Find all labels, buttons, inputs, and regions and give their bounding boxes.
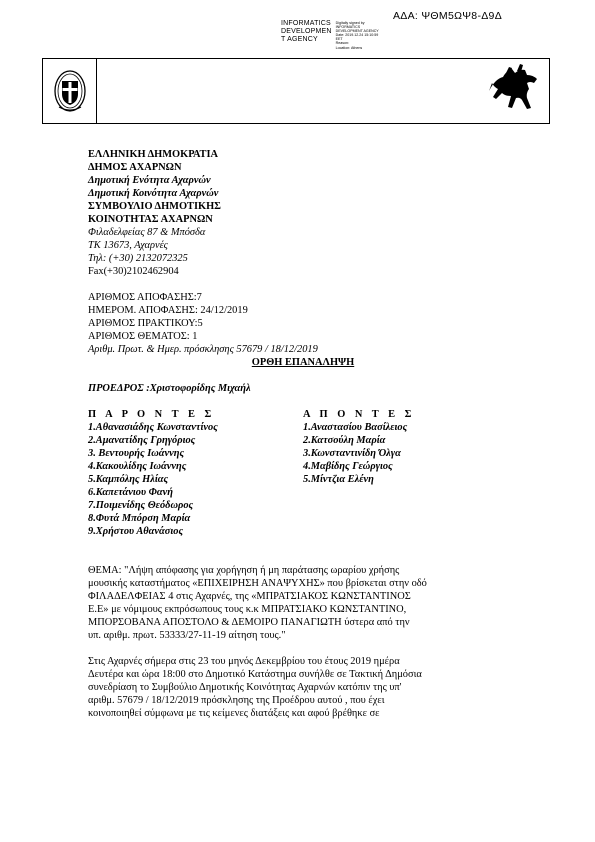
org-unit: Δημοτική Ενότητα Αχαρνών xyxy=(88,175,211,186)
org-country: ΕΛΛΗΝΙΚΗ ΔΗΜΟΚΡΑΤΙΑ xyxy=(88,149,219,160)
president: ΠΡΟΕΔΡΟΣ :Χριστοφορίδης Μιχαήλ xyxy=(88,383,251,394)
horses-logo-icon xyxy=(485,61,543,121)
document-body xyxy=(88,148,518,720)
list-item: 4.Κακουλίδης Ιωάννης xyxy=(88,461,187,472)
greek-emblem-icon xyxy=(53,69,87,113)
org-council-2: ΚΟΙΝΟΤΗΤΑΣ ΑΧΑΡΝΩΝ xyxy=(88,214,213,225)
list-item: 3. Βεντουρής Ιωάννης xyxy=(88,448,185,459)
org-postal: ΤΚ 13673, Αχαρνές xyxy=(88,240,168,251)
present-list xyxy=(88,408,303,538)
list-item: 4.Μαβίδης Γεώργιος xyxy=(303,461,393,472)
org-phone: Τηλ: (+30) 2132072325 xyxy=(88,253,188,264)
correct-repetition-title: ΟΡΘΗ ΕΠΑΝΑΛΗΨΗ xyxy=(251,357,355,368)
list-item: 2.Κατσούλη Μαρία xyxy=(303,435,386,446)
list-item: 7.Ποιμενίδης Θεόδωρος xyxy=(88,500,194,511)
org-municipality: ΔΗΜΟΣ ΑΧΑΡΝΩΝ xyxy=(88,162,182,173)
org-council-1: ΣΥΜΒΟΥΛΙΟ ΔΗΜΟΤΙΚΗΣ xyxy=(88,201,221,212)
letterhead-divider xyxy=(96,59,97,123)
list-item: 5.Καμπόλης Ηλίας xyxy=(88,474,169,485)
subject-paragraph: ΘΕΜΑ: "Λήψη απόφασης για χορήγηση ή μη παράτασης ωραρίου χρήσης μουσικής καταστήματος «ΕΠΙΧΕΙΡΗΣΗ ΑΝΑΨΥΧΗΣ» που βρίσκεται στην οδό ΦΙΛΑΔΕΛΦΕΙΑΣ 4 στις Αχαρνές, της «ΜΠΡΑΤΣΙΑΚΟΣ ΚΩΝΣΤΑΝΤΙΝΟΣ Ε.Ε» με νόμιμους εκπρόσωπους τους κ.κ ΜΠΡΑΤΣΙΑΚΟ ΚΩΝΣΤΑΝΤΙΝΟ, ΜΠΟΡΣΟΒΑΝΑ ΑΠΟΣΤΟΛΟ & ΔΕΜΟΙΡΟ ΠΑΝΑΓΙΩΤΗ ύστερα από την υπ. αριθμ. πρωτ. 53333/27-11-19 αίτηση τους." xyxy=(88,565,427,641)
present-header: Π Α Ρ Ο Ν Τ Ε Σ xyxy=(88,409,215,420)
org-fax: Fax(+30)2102462904 xyxy=(88,266,179,277)
session-paragraph: Στις Αχαρνές σήμερα στις 23 του μηνός Δεκεμβρίου του έτους 2019 ημέρα Δευτέρα και ώρα 18:00 στο Δημοτικό Κατάστημα συνήλθε σε Τακτική Δημόσια συνεδρίαση το Συμβούλιο Δημοτικής Κοινότητας Αχαρνών κατόπιν της υπ' αριθμ. 57679 / 18/12/2019 πρόσκλησης της Προέδρου αυτού , που έχει κοινοποιηθεί σύμφωνα με τις κείμενες διατάξεις και αφού βρέθηκε σε xyxy=(88,656,422,719)
list-item: 3.Κωνσταντινίδη Όλγα xyxy=(303,448,401,459)
list-item: 8.Φυτά Μπόρση Μαρία xyxy=(88,513,191,524)
absent-list xyxy=(303,408,503,538)
digital-signature-stamp xyxy=(281,20,396,50)
list-item: 5.Μίντζια Ελένη xyxy=(303,474,374,485)
attendance xyxy=(88,408,518,538)
signature-details: Digitally signed by INFORMATICS DEVELOPMENT AGENCY Date: 2019.12.24 15:10:59 EET Reason: Location: Athens xyxy=(335,21,379,50)
org-community: Δημοτική Κοινότητα Αχαρνών xyxy=(88,188,219,199)
decision-date: ΗΜΕΡΟΜ. ΑΠΟΦΑΣΗΣ: 24/12/2019 xyxy=(88,305,248,316)
list-item: 1.Αθανασιάδης Κωνσταντίνος xyxy=(88,422,218,433)
list-item: 2.Αμανατίδης Γρηγόριος xyxy=(88,435,196,446)
letterhead-box xyxy=(42,58,550,124)
list-item: 6.Καπετάνιου Φανή xyxy=(88,487,173,498)
org-address: Φιλαδελφείας 87 & Μπόσδα xyxy=(88,227,206,238)
list-item: 9.Χρήστου Αθανάσιος xyxy=(88,526,184,537)
invitation-protocol: Αριθμ. Πρωτ. & Ημερ. πρόσκλησης 57679 / 18/12/2019 xyxy=(88,344,318,355)
minutes-number: ΑΡΙΘΜΟΣ ΠΡΑΚΤΙΚΟΥ:5 xyxy=(88,318,203,329)
signature-org-en: INFORMATICS DEVELOPMEN T AGENCY xyxy=(281,20,332,44)
topic-number: ΑΡΙΘΜΟΣ ΘΕΜΑΤΟΣ: 1 xyxy=(88,331,198,342)
ada-code: ΑΔΑ: ΨΘΜ5ΩΨ8-Δ9Δ xyxy=(393,10,503,22)
decision-number: ΑΡΙΘΜΟΣ ΑΠΟΦΑΣΗΣ:7 xyxy=(88,292,202,303)
absent-header: Α Π Ο Ν Τ Ε Σ xyxy=(303,409,415,420)
list-item: 1.Αναστασίου Βασίλειος xyxy=(303,422,408,433)
